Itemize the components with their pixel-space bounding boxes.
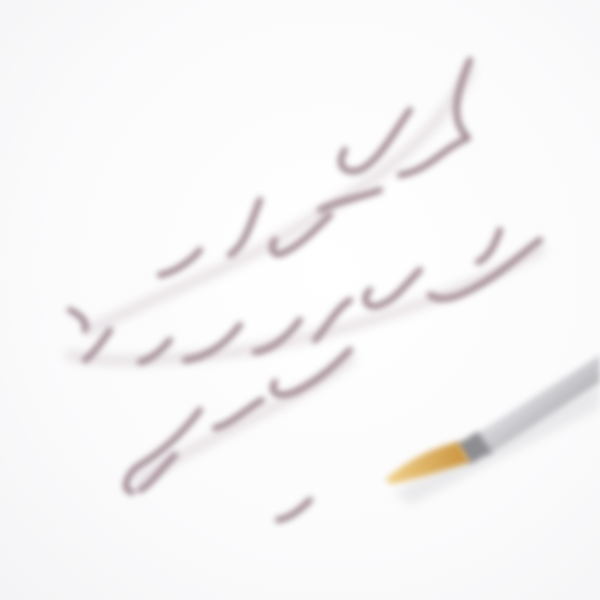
ink-shadow bbox=[70, 70, 540, 480]
handwriting-line-1 bbox=[160, 60, 470, 275]
handwriting-line-3 bbox=[126, 350, 350, 520]
pen bbox=[385, 355, 600, 505]
